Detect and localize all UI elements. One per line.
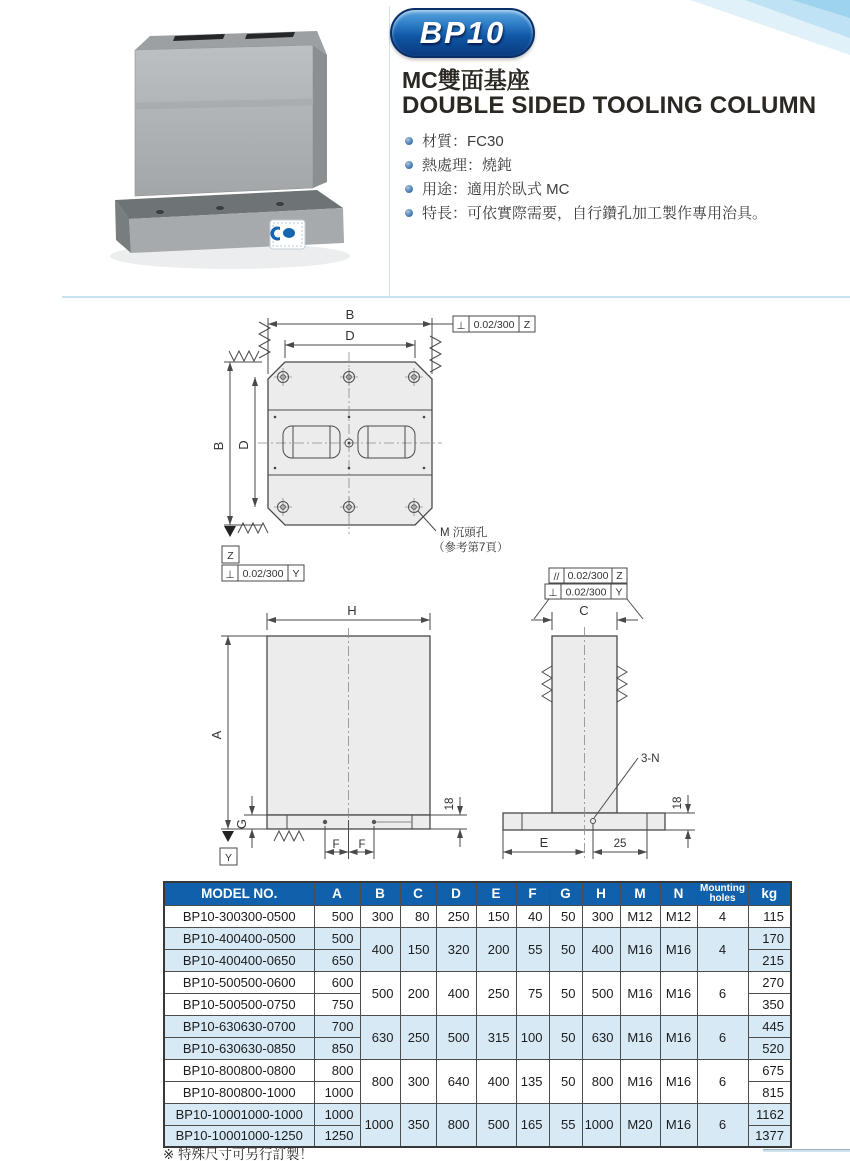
dim-label-h: H bbox=[347, 603, 357, 618]
column-header: B bbox=[360, 882, 400, 905]
table-cell: 400 bbox=[476, 1059, 516, 1103]
section-divider bbox=[62, 296, 850, 298]
dim-label-b: B bbox=[345, 307, 355, 322]
table-cell: BP10-10001000-1000 bbox=[164, 1103, 314, 1125]
table-cell: 55 bbox=[549, 1103, 582, 1147]
table-cell: 500 bbox=[360, 971, 400, 1015]
table-cell: M20 bbox=[620, 1103, 660, 1147]
table-cell: 815 bbox=[748, 1081, 791, 1103]
front-view bbox=[209, 603, 467, 865]
dim-label-e: E bbox=[539, 835, 549, 850]
table-cell: 800 bbox=[436, 1103, 476, 1147]
table-cell: M16 bbox=[660, 927, 697, 971]
hole-callout: 3-N bbox=[641, 753, 660, 765]
product-photo bbox=[65, 10, 390, 290]
bullet-icon bbox=[405, 161, 413, 169]
tolerance-frame bbox=[549, 568, 627, 583]
counterbore-callout: M 沉頭孔 bbox=[440, 527, 488, 539]
svg-text:⊥: ⊥ bbox=[225, 569, 235, 581]
svg-text:Z: Z bbox=[227, 550, 234, 562]
svg-text:Y: Y bbox=[292, 568, 300, 580]
tolerance-frame bbox=[222, 565, 304, 581]
dim-label-a: A bbox=[209, 730, 224, 740]
spec-application: 用途：適用於臥式 MC bbox=[405, 178, 767, 202]
table-cell: 6 bbox=[697, 1059, 748, 1103]
table-cell: M12 bbox=[620, 905, 660, 927]
table-cell: 80 bbox=[400, 905, 436, 927]
table-cell: BP10-630630-0700 bbox=[164, 1015, 314, 1037]
header-panel bbox=[390, 0, 850, 297]
table-row bbox=[164, 1015, 791, 1037]
table-cell: M16 bbox=[620, 971, 660, 1015]
svg-text:0.02/300: 0.02/300 bbox=[473, 319, 515, 331]
svg-text:⊥: ⊥ bbox=[548, 587, 558, 599]
tolerance-frame bbox=[545, 584, 627, 599]
table-cell: 6 bbox=[697, 1103, 748, 1147]
counterbore-callout-ref: （參考第7頁） bbox=[433, 542, 509, 554]
table-cell: M16 bbox=[660, 971, 697, 1015]
svg-text:Y: Y bbox=[615, 586, 623, 599]
dim-label-c: C bbox=[579, 603, 589, 618]
table-cell: 55 bbox=[516, 927, 549, 971]
bullet-icon bbox=[405, 209, 413, 217]
table-cell: 200 bbox=[400, 971, 436, 1015]
table-cell: 50 bbox=[549, 1015, 582, 1059]
datum-box-z bbox=[222, 546, 239, 563]
dim-label-g: G bbox=[234, 818, 249, 830]
table-cell: 320 bbox=[436, 927, 476, 971]
dim-label-d-vertical: D bbox=[236, 440, 251, 450]
column-header: H bbox=[582, 882, 620, 905]
table-cell: 850 bbox=[314, 1037, 360, 1059]
column-header: F bbox=[516, 882, 549, 905]
table-cell: 520 bbox=[748, 1037, 791, 1059]
table-cell: 200 bbox=[476, 927, 516, 971]
bullet-icon bbox=[405, 185, 413, 193]
table-cell: 4 bbox=[697, 905, 748, 927]
svg-text:0.02/300: 0.02/300 bbox=[242, 568, 284, 580]
table-cell: 165 bbox=[516, 1103, 549, 1147]
table-cell: 6 bbox=[697, 971, 748, 1015]
table-cell: 350 bbox=[748, 993, 791, 1015]
svg-text:Y: Y bbox=[224, 852, 233, 864]
table-cell: 270 bbox=[748, 971, 791, 993]
dim-label-f: F bbox=[332, 839, 340, 851]
spec-heat-treatment: 熱處理：燒鈍 bbox=[405, 154, 767, 178]
surface-finish-icon bbox=[229, 351, 259, 361]
table-row bbox=[164, 905, 791, 927]
table-cell: 250 bbox=[400, 1015, 436, 1059]
table-cell: 300 bbox=[400, 1059, 436, 1103]
table-cell: M12 bbox=[660, 905, 697, 927]
table-cell: 1000 bbox=[314, 1103, 360, 1125]
table-row bbox=[164, 1059, 791, 1081]
table-cell: 150 bbox=[476, 905, 516, 927]
table-cell: 50 bbox=[549, 1059, 582, 1103]
dim-label-d: D bbox=[345, 328, 355, 343]
table-cell: 750 bbox=[314, 993, 360, 1015]
table-cell: 800 bbox=[582, 1059, 620, 1103]
svg-text:Z: Z bbox=[616, 570, 623, 582]
svg-text:⊥: ⊥ bbox=[456, 320, 466, 332]
dim-label-18: 18 bbox=[444, 797, 456, 811]
table-cell: BP10-800800-0800 bbox=[164, 1059, 314, 1081]
technical-drawings bbox=[0, 300, 850, 885]
spec-table bbox=[163, 881, 792, 1148]
table-cell: 40 bbox=[516, 905, 549, 927]
side-view bbox=[503, 568, 695, 859]
table-cell: 1377 bbox=[748, 1125, 791, 1147]
table-cell: M16 bbox=[620, 1015, 660, 1059]
table-cell: 250 bbox=[476, 971, 516, 1015]
svg-text:0.02/300: 0.02/300 bbox=[567, 570, 609, 582]
table-cell: 1000 bbox=[582, 1103, 620, 1147]
table-cell: 400 bbox=[360, 927, 400, 971]
surface-finish-icon bbox=[542, 666, 552, 702]
column-header: E bbox=[476, 882, 516, 905]
table-cell: 50 bbox=[549, 971, 582, 1015]
column-header: D bbox=[436, 882, 476, 905]
svg-text:Z: Z bbox=[523, 319, 531, 331]
column-header: C bbox=[400, 882, 436, 905]
spec-feature: 特長：可依實際需要，自行鑽孔加工製作專用治具。 bbox=[405, 202, 767, 226]
table-body bbox=[164, 905, 791, 1147]
dim-label-18: 18 bbox=[672, 796, 684, 810]
table-cell: BP10-400400-0650 bbox=[164, 949, 314, 971]
table-cell: M16 bbox=[620, 927, 660, 971]
table-cell: 1000 bbox=[314, 1081, 360, 1103]
table-cell: 50 bbox=[549, 927, 582, 971]
column-header: N bbox=[660, 882, 697, 905]
table-cell: 75 bbox=[516, 971, 549, 1015]
table-cell: 350 bbox=[400, 1103, 436, 1147]
spec-material: 材質：FC30 bbox=[405, 130, 767, 154]
column-header: A bbox=[314, 882, 360, 905]
table-cell: 675 bbox=[748, 1059, 791, 1081]
product-code-badge bbox=[390, 8, 535, 58]
product-code: BP10 bbox=[419, 15, 506, 50]
svg-text://: // bbox=[553, 571, 560, 583]
table-row bbox=[164, 927, 791, 949]
table-cell: 800 bbox=[360, 1059, 400, 1103]
table-cell: 215 bbox=[748, 949, 791, 971]
table-cell: M16 bbox=[660, 1103, 697, 1147]
table-row bbox=[164, 1103, 791, 1125]
table-cell: 1000 bbox=[360, 1103, 400, 1147]
page-title-zh: MC雙面基座 bbox=[402, 67, 530, 93]
brand-logo bbox=[270, 220, 305, 249]
table-cell: 50 bbox=[549, 905, 582, 927]
column-header: M bbox=[620, 882, 660, 905]
dim-label-b-vertical: B bbox=[211, 441, 226, 451]
table-cell: 6 bbox=[697, 1015, 748, 1059]
table-cell: 500 bbox=[314, 905, 360, 927]
page-title-en: DOUBLE SIDED TOOLING COLUMN bbox=[402, 92, 817, 119]
table-cell: 600 bbox=[314, 971, 360, 993]
table-cell: 500 bbox=[476, 1103, 516, 1147]
table-cell: 445 bbox=[748, 1015, 791, 1037]
table-cell: 400 bbox=[582, 927, 620, 971]
table-cell: 500 bbox=[314, 927, 360, 949]
table-cell: BP10-10001000-1250 bbox=[164, 1125, 314, 1147]
table-cell: 170 bbox=[748, 927, 791, 949]
datum-triangle bbox=[222, 831, 234, 842]
table-cell: BP10-630630-0850 bbox=[164, 1037, 314, 1059]
table-cell: 250 bbox=[436, 905, 476, 927]
column-header: Mounting holes bbox=[697, 882, 748, 905]
table-cell: 500 bbox=[436, 1015, 476, 1059]
table-cell: 640 bbox=[436, 1059, 476, 1103]
table-row bbox=[164, 971, 791, 993]
dim-label-25: 25 bbox=[613, 838, 627, 850]
table-cell: 1250 bbox=[314, 1125, 360, 1147]
column-header: G bbox=[549, 882, 582, 905]
table-cell: BP10-400400-0500 bbox=[164, 927, 314, 949]
svg-text:0.02/300: 0.02/300 bbox=[565, 586, 607, 599]
column-header: MODEL NO. bbox=[164, 882, 314, 905]
table-cell: BP10-500500-0750 bbox=[164, 993, 314, 1015]
table-cell: 100 bbox=[516, 1015, 549, 1059]
footnote: ※ 特殊尺寸可另行訂製！ bbox=[163, 1147, 314, 1161]
surface-finish-icon bbox=[617, 666, 627, 702]
column-side-face bbox=[313, 45, 327, 188]
table-cell: 150 bbox=[400, 927, 436, 971]
table-cell: 650 bbox=[314, 949, 360, 971]
table-cell: 800 bbox=[314, 1059, 360, 1081]
surface-finish-icon bbox=[274, 831, 304, 841]
table-cell: 315 bbox=[476, 1015, 516, 1059]
spec-list bbox=[405, 130, 767, 226]
column-front-face bbox=[135, 45, 313, 196]
table-cell: 300 bbox=[582, 905, 620, 927]
table-cell: 135 bbox=[516, 1059, 549, 1103]
table-cell: M16 bbox=[660, 1059, 697, 1103]
column-header: kg bbox=[748, 882, 791, 905]
table-cell: BP10-800800-1000 bbox=[164, 1081, 314, 1103]
footer-rule bbox=[763, 1149, 850, 1152]
table-cell: M16 bbox=[660, 1015, 697, 1059]
table-cell: 400 bbox=[436, 971, 476, 1015]
table-cell: 300 bbox=[360, 905, 400, 927]
table-cell: 500 bbox=[582, 971, 620, 1015]
bullet-icon bbox=[405, 137, 413, 145]
table-cell: 700 bbox=[314, 1015, 360, 1037]
top-view bbox=[211, 307, 535, 581]
table-cell: M16 bbox=[620, 1059, 660, 1103]
table-cell: 4 bbox=[697, 927, 748, 971]
table-cell: 630 bbox=[360, 1015, 400, 1059]
table-cell: 630 bbox=[582, 1015, 620, 1059]
table-cell: 115 bbox=[748, 905, 791, 927]
datum-triangle bbox=[224, 526, 236, 537]
dim-label-f: F bbox=[358, 839, 366, 851]
datum-box-y bbox=[220, 848, 237, 865]
table-header-row bbox=[164, 882, 791, 905]
table-cell: 1162 bbox=[748, 1103, 791, 1125]
tolerance-frame bbox=[453, 316, 535, 332]
table-cell: BP10-300300-0500 bbox=[164, 905, 314, 927]
table-cell: BP10-500500-0600 bbox=[164, 971, 314, 993]
